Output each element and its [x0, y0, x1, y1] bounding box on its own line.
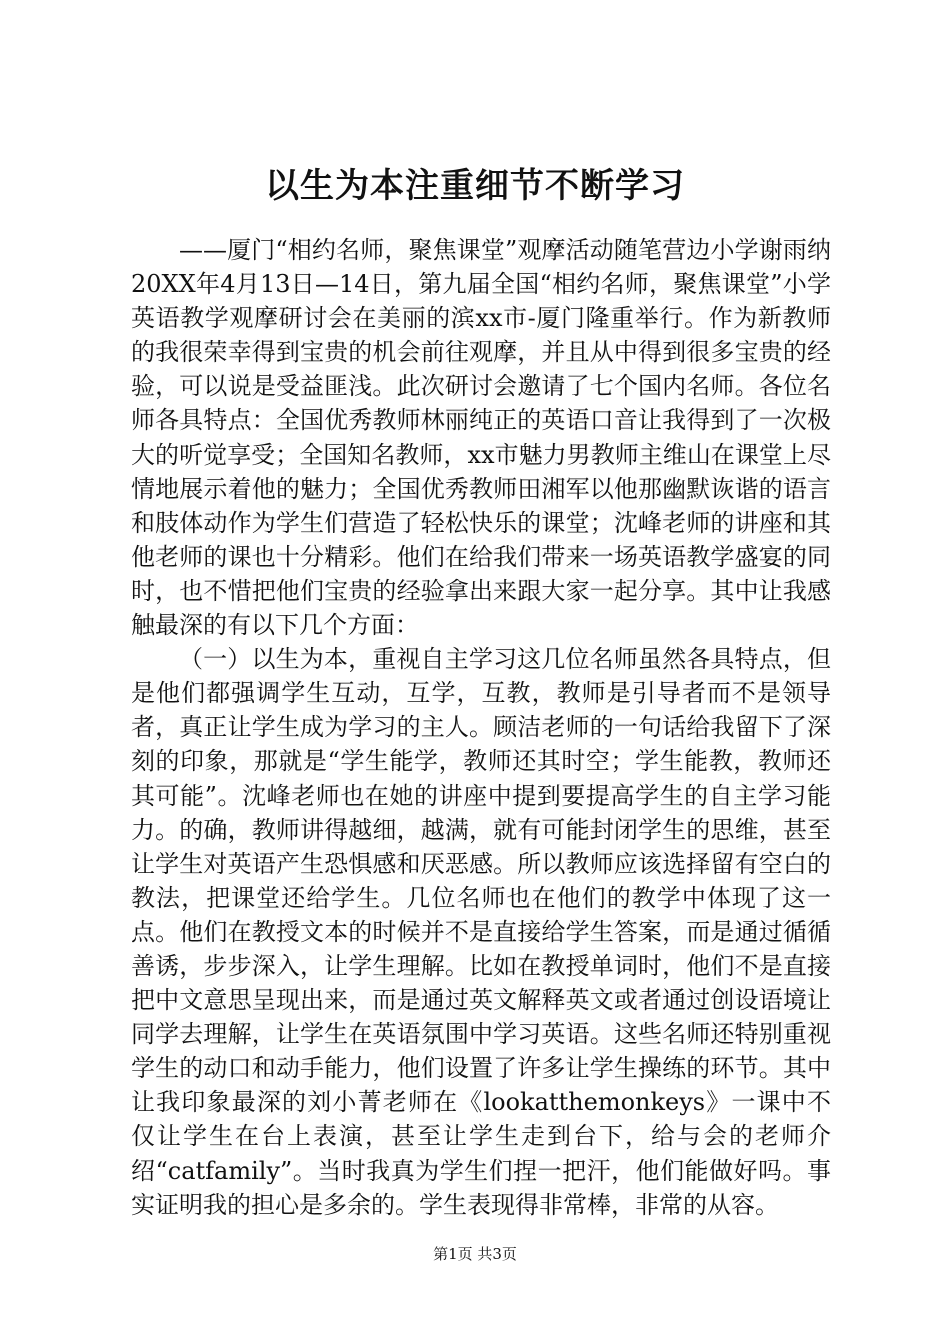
paragraph-intro: ——厦门“相约名师，聚焦课堂”观摩活动随笔营边小学谢雨纳20XX年4月13日—14日，第九届全国“相约名师，聚焦课堂”小学英语教学观摩研讨会在美丽的滨xx市-厦门隆重举行。作为新教师的我很荣幸得到宝贵的机会前往观摩，并且从中得到很多宝贵的经验，可以说是受益匪浅。此次研讨会邀请了七个国内名师。各位名师各具特点：全国优秀教师林丽纯正的英语口音让我得到了一次极大的听觉享受；全国知名教师，xx市魅力男教师主维山在课堂上尽情地展示着他的魅力；全国优秀教师田湘军以他那幽默诙谐的语言和肢体动作为学生们营造了轻松快乐的课堂；沈峰老师的讲座和其他老师的课也十分精彩。他们在给我们带来一场英语教学盛宴的同时，也不惜把他们宝贵的经验拿出来跟大家一起分享。其中让我感触最深的有以下几个方面： — [131, 236, 831, 640]
page-number-footer: 第1页 共3页 — [433, 1245, 517, 1263]
paragraph-section-one: （一）以生为本，重视自主学习这几位名师虽然各具特点，但是他们都强调学生互动，互学，互教，教师是引导者而不是领导者，真正让学生成为学习的主人。顾洁老师的一句话给我留下了深刻的印象，那就是“学生能学，教师还其时空；学生能教，教师还其可能”。沈峰老师也在她的讲座中提到要提高学生的自主学习能力。的确，教师讲得越细，越满，就有可能封闭学生的思维，甚至让学生对英语产生恐惧感和厌恶感。所以教师应该选择留有空白的教法，把课堂还给学生。几位名师也在他们的教学中体现了这一点。他们在教授文本的时候并不是直接给学生答案，而是通过循循善诱，步步深入，让学生理解。比如在教授单词时，他们不是直接把中文意思呈现出来，而是通过英文解释英文或者通过创设语境让同学去理解，让学生在英语氛围中学习英语。这些名师还特别重视学生的动口和动手能力，他们设置了许多让学生操练的环节。其中让我印象最深的刘小菁老师在《lookatthemonkeys》一课中不仅让学生在台上表演，甚至让学生走到台下，给与会的老师介绍“catfamily”。当时我真为学生们捏一把汗，他们能做好吗。事实证明我的担心是多余的。学生表现得非常棒，非常的从容。 — [131, 645, 831, 1219]
document-title: 以生为本注重细节不断学习 — [265, 166, 685, 206]
document-body — [131, 233, 831, 1222]
